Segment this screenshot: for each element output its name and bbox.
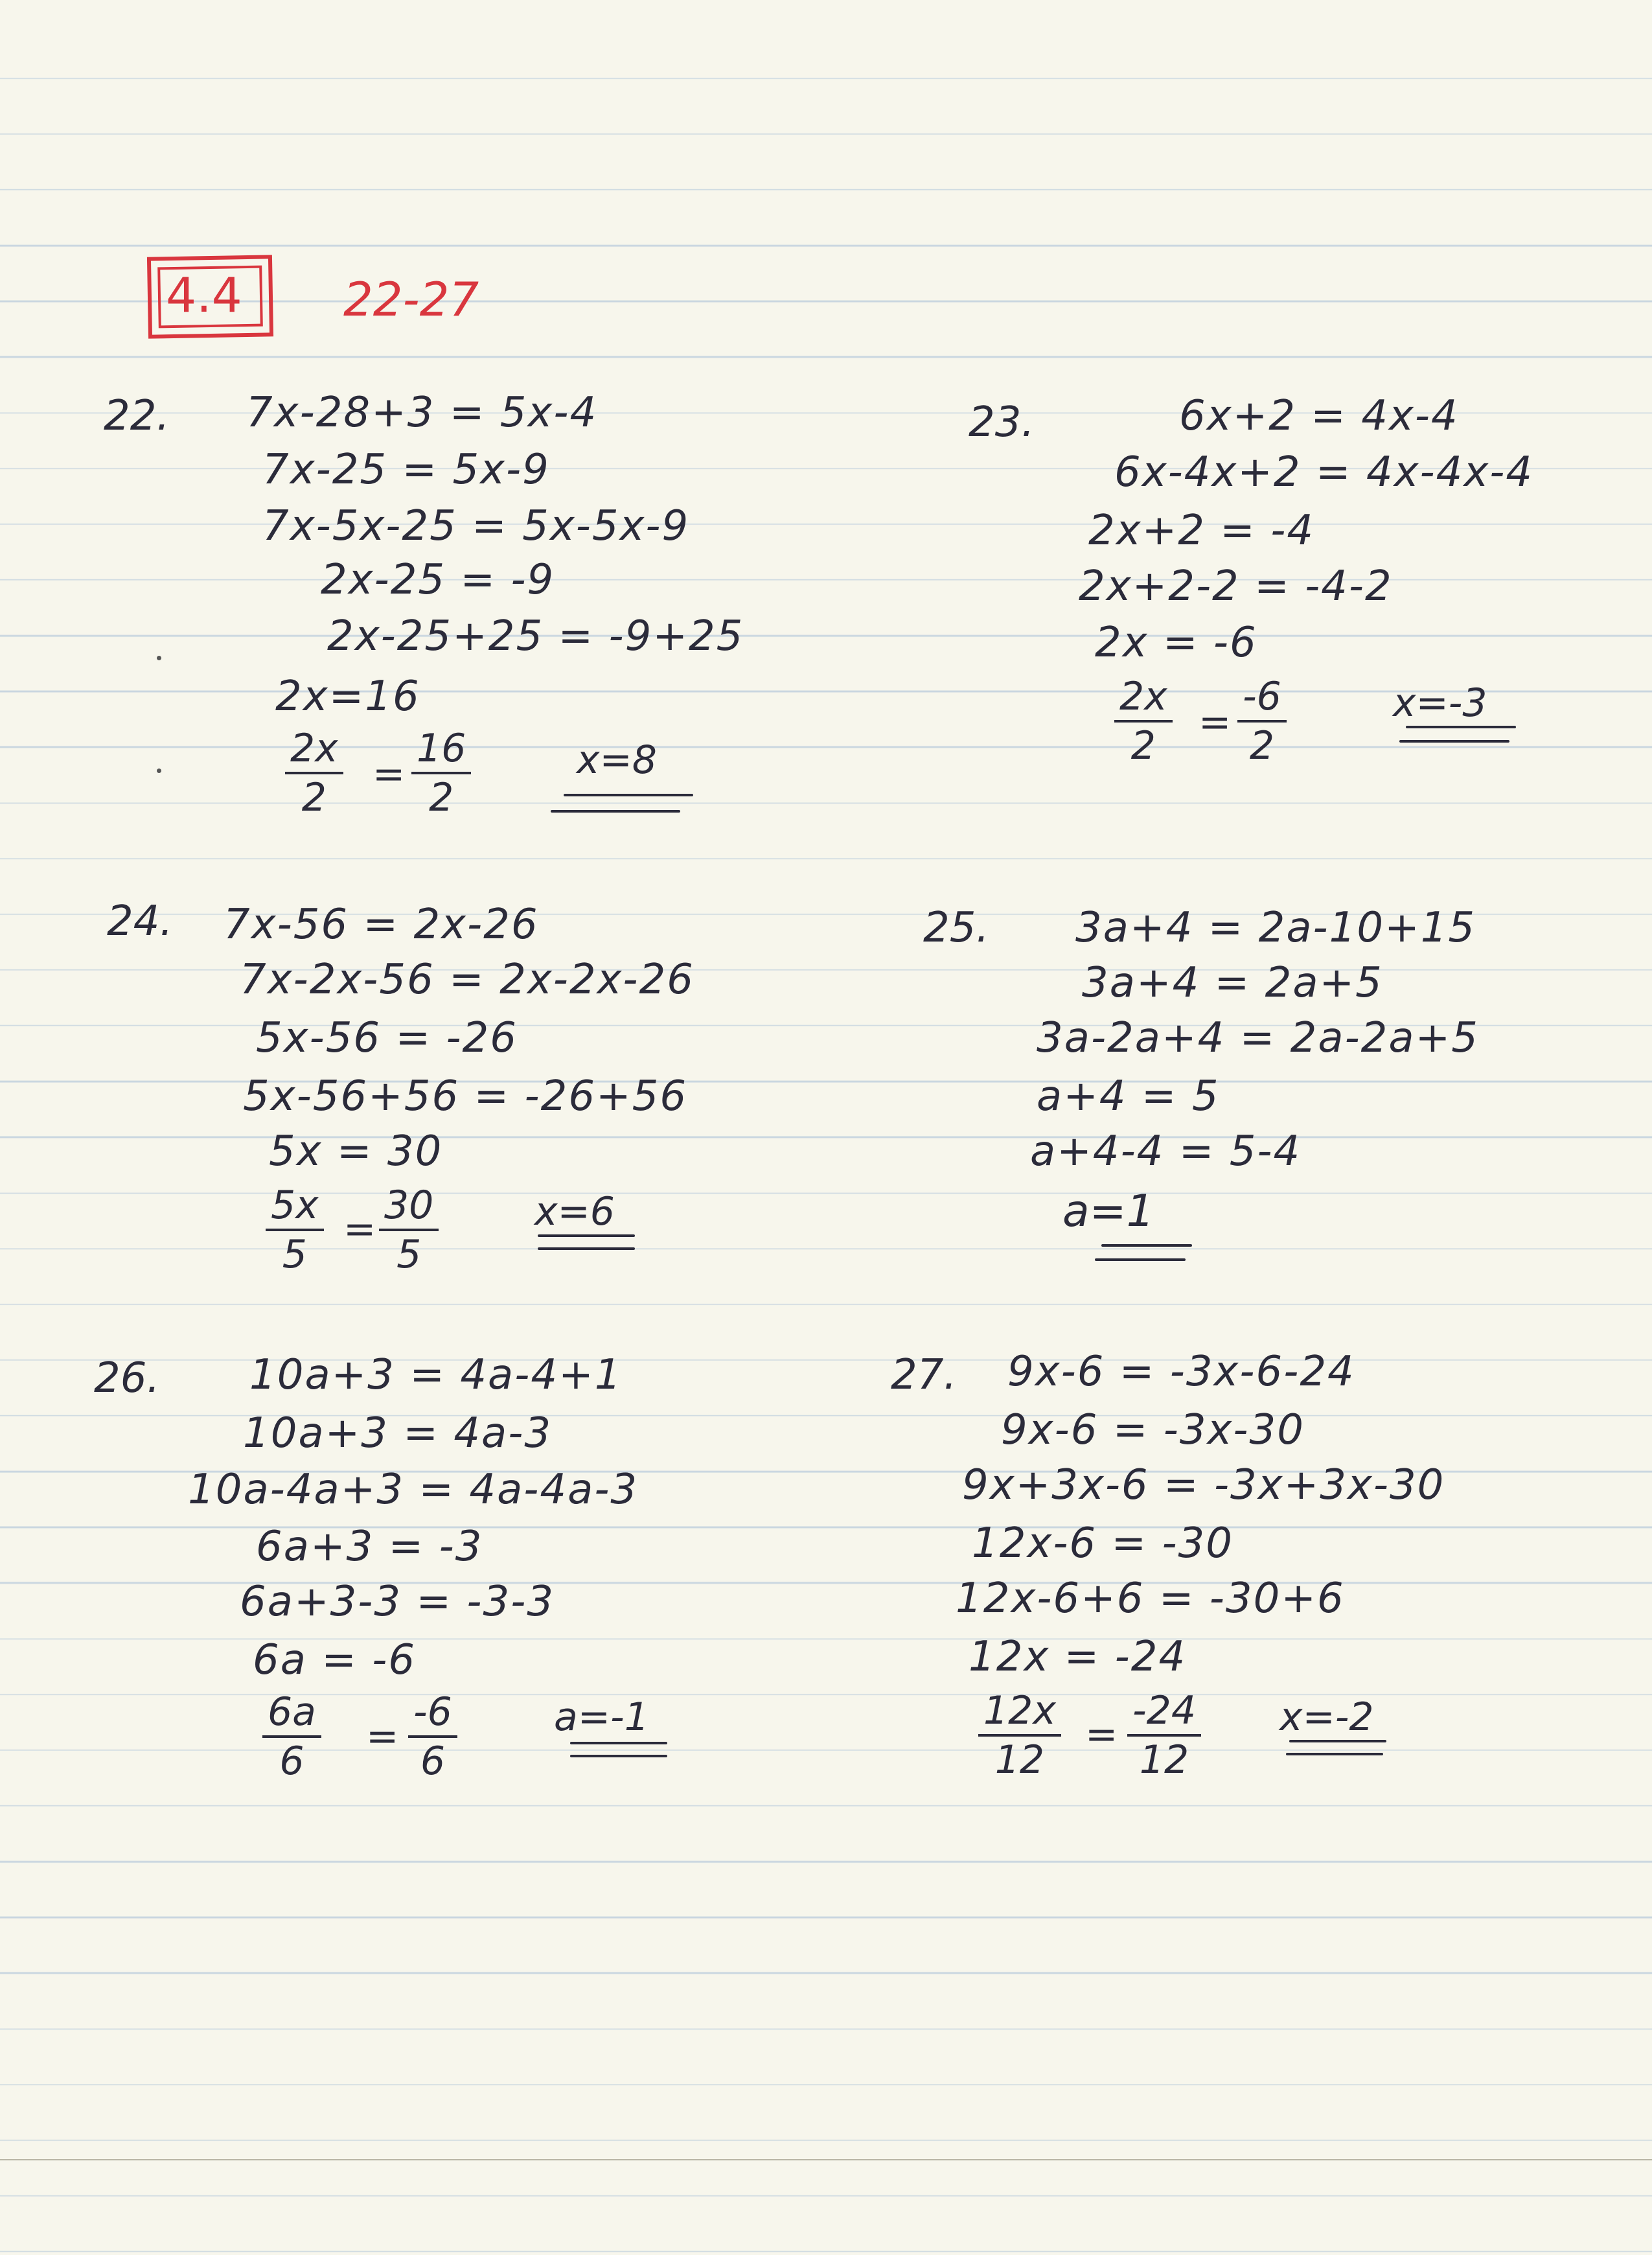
fraction-left [262, 1689, 321, 1784]
step-line: 3a+4 = 2a-10+15 [1075, 904, 1476, 952]
answer-underline [564, 794, 693, 796]
step-line: 6a+3-3 = -3-3 [240, 1578, 555, 1626]
answer: x=-3 [1393, 680, 1487, 726]
binder-hole [157, 769, 161, 773]
step-line: 2x=16 [275, 673, 420, 721]
step-line: 7x-2x-56 = 2x-2x-26 [240, 956, 694, 1004]
equals-sign: = [343, 1207, 376, 1252]
step-line: 3a-2a+4 = 2a-2a+5 [1037, 1014, 1479, 1062]
numerator: 30 [379, 1186, 439, 1231]
fraction-right [1237, 674, 1287, 769]
step-line: 6a = -6 [253, 1636, 417, 1684]
step-line: 10a-4a+3 = 4a-4a-3 [188, 1466, 639, 1514]
fraction-left [978, 1688, 1061, 1783]
step-line: 7x-5x-25 = 5x-5x-9 [262, 502, 690, 550]
answer-underline [1101, 1244, 1192, 1247]
numerator: 12x [978, 1691, 1061, 1737]
problem-number: 22. [104, 392, 170, 440]
step-line: 9x+3x-6 = -3x+3x-30 [962, 1461, 1445, 1509]
step-line: 10a+3 = 4a-3 [243, 1409, 553, 1457]
fraction-left [266, 1183, 324, 1277]
denominator: 2 [301, 775, 327, 820]
answer: a=1 [1062, 1186, 1154, 1237]
numerator: 2x [1114, 677, 1173, 723]
problem-number: 26. [94, 1354, 160, 1402]
answer-underline [538, 1234, 635, 1237]
step-line: 2x+2 = -4 [1088, 507, 1315, 555]
bottom-page-rule [0, 2159, 1652, 2160]
step-line: a+4-4 = 5-4 [1030, 1128, 1302, 1175]
denominator: 12 [1139, 1737, 1189, 1783]
binder-hole [157, 656, 161, 660]
answer-underline [570, 1755, 667, 1757]
step-line: 5x = 30 [269, 1128, 443, 1175]
step-line: a+4 = 5 [1037, 1072, 1220, 1120]
answer-underline [538, 1247, 635, 1250]
step-line: 7x-56 = 2x-26 [224, 901, 539, 949]
denominator: 2 [429, 775, 454, 820]
fraction-left [1114, 674, 1173, 769]
problem-range: 22-27 [343, 272, 479, 327]
problem-number: 24. [107, 897, 173, 945]
equals-sign: = [373, 752, 406, 797]
answer: x=-2 [1279, 1694, 1374, 1740]
denominator: 2 [1249, 723, 1274, 769]
problem-number: 23. [969, 399, 1035, 446]
step-line: 2x-25+25 = -9+25 [327, 612, 744, 660]
answer-underline [1399, 740, 1509, 743]
fraction-right [408, 1689, 457, 1784]
step-line: 2x-25 = -9 [321, 556, 555, 604]
numerator: 5x [266, 1186, 324, 1231]
step-line: 6x-4x+2 = 4x-4x-4 [1114, 448, 1534, 496]
step-line: 5x-56 = -26 [256, 1014, 518, 1062]
denominator: 12 [994, 1737, 1045, 1783]
answer-underline [551, 810, 680, 813]
step-line: 6a+3 = -3 [256, 1523, 483, 1571]
fraction-right [379, 1183, 439, 1277]
numerator: -6 [1237, 677, 1287, 723]
answer-underline [1095, 1258, 1186, 1261]
denominator: 5 [396, 1232, 422, 1277]
step-line: 7x-28+3 = 5x-4 [246, 389, 598, 437]
denominator: 5 [282, 1232, 307, 1277]
fraction-right [1127, 1688, 1201, 1783]
step-line: 3a+4 = 2a+5 [1082, 959, 1383, 1007]
step-line: 9x-6 = -3x-6-24 [1007, 1348, 1355, 1396]
equals-sign: = [1085, 1712, 1118, 1757]
equals-sign: = [1199, 700, 1232, 745]
equals-sign: = [366, 1714, 399, 1759]
step-line: 12x = -24 [969, 1633, 1187, 1681]
step-line: 6x+2 = 4x-4 [1179, 392, 1459, 440]
denominator: 6 [279, 1739, 304, 1784]
answer: x=8 [577, 737, 657, 783]
step-line: 5x-56+56 = -26+56 [243, 1072, 688, 1120]
step-line: 10a+3 = 4a-4+1 [249, 1351, 623, 1399]
fraction-right [411, 726, 471, 820]
problem-number: 27. [891, 1351, 957, 1399]
numerator: -24 [1127, 1691, 1201, 1737]
denominator: 6 [420, 1739, 445, 1784]
problem-number: 25. [923, 904, 989, 952]
section-number: 4.4 [166, 268, 242, 323]
numerator: 6a [262, 1693, 321, 1738]
answer-underline [570, 1742, 667, 1744]
numerator: -6 [408, 1693, 457, 1738]
denominator: 2 [1130, 723, 1156, 769]
fraction-left [285, 726, 343, 820]
numerator: 16 [411, 729, 471, 774]
answer-underline [1289, 1740, 1386, 1742]
step-line: 2x+2-2 = -4-2 [1079, 562, 1393, 610]
step-line: 12x-6 = -30 [972, 1520, 1233, 1567]
answer: a=-1 [554, 1694, 649, 1740]
numerator: 2x [285, 729, 343, 774]
step-line: 9x-6 = -3x-30 [1001, 1406, 1305, 1454]
step-line: 7x-25 = 5x-9 [262, 446, 550, 494]
step-line: 2x = -6 [1095, 619, 1257, 667]
answer-underline [1286, 1753, 1383, 1755]
answer: x=6 [534, 1189, 615, 1234]
answer-underline [1406, 726, 1516, 728]
step-line: 12x-6+6 = -30+6 [956, 1575, 1345, 1623]
